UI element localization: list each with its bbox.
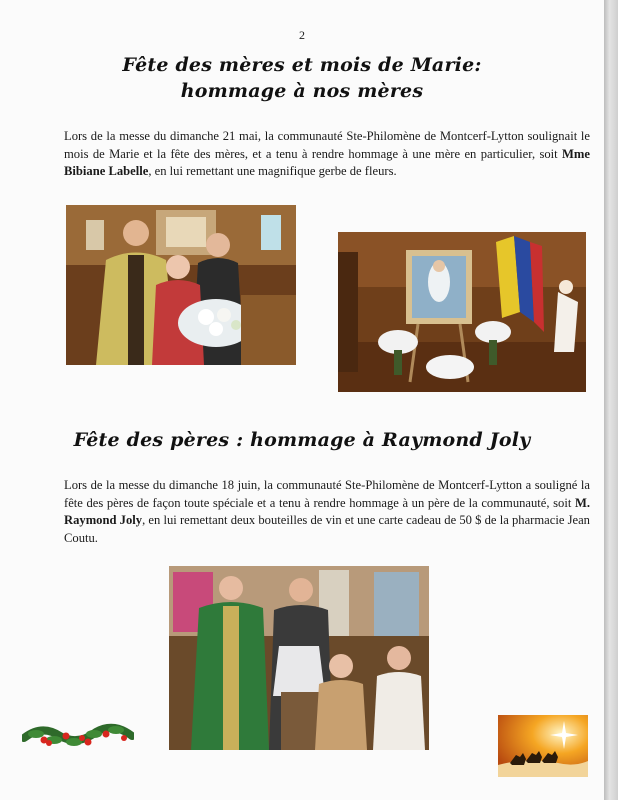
section1-text-before: Lors de la messe du dimanche 21 mai, la communauté Ste-Philomène de Montcerf-Lytton soulignait le mois de Marie et la fête des mères, et a tenu à rendre hommage à une mère en particulier, soit bbox=[64, 129, 590, 161]
section2-paragraph bbox=[64, 477, 590, 547]
page-number: 2 bbox=[299, 28, 305, 42]
section2-text-before: Lors de la messe du dimanche 18 juin, la communauté Ste-Philomène de Montcerf-Lytton a souligné la fête des pères de façon toute spéciale et a tenu à rendre hommage à un père de la communauté, soit bbox=[64, 478, 590, 510]
photo-virgin-mary-altar bbox=[338, 232, 586, 392]
photo-mothers-day-group bbox=[66, 205, 296, 365]
section1-title-line2: hommage à nos mères bbox=[180, 80, 424, 102]
section2-text-after: , en lui remettant deux bouteilles de vin et une carte cadeau de 50 $ de la pharmacie Jean Coutu. bbox=[64, 513, 590, 545]
section1-text-after: , en lui remettant une magnifique gerbe de fleurs. bbox=[148, 164, 397, 178]
holly-decoration-icon bbox=[22, 718, 134, 752]
section1-title bbox=[0, 52, 604, 104]
section1-paragraph bbox=[64, 128, 590, 181]
page-edge bbox=[604, 0, 618, 800]
section2-honoree-name: M. Raymond Joly bbox=[64, 495, 590, 527]
photo-fathers-day-group bbox=[169, 566, 429, 750]
section1-title-line1: Fête des mères et mois de Marie: bbox=[122, 54, 482, 76]
nativity-star-icon bbox=[498, 715, 588, 777]
section2-title: Fête des pères : hommage à Raymond Joly bbox=[73, 429, 531, 451]
section1-honoree-name: Mme Bibiane Labelle bbox=[64, 146, 590, 178]
